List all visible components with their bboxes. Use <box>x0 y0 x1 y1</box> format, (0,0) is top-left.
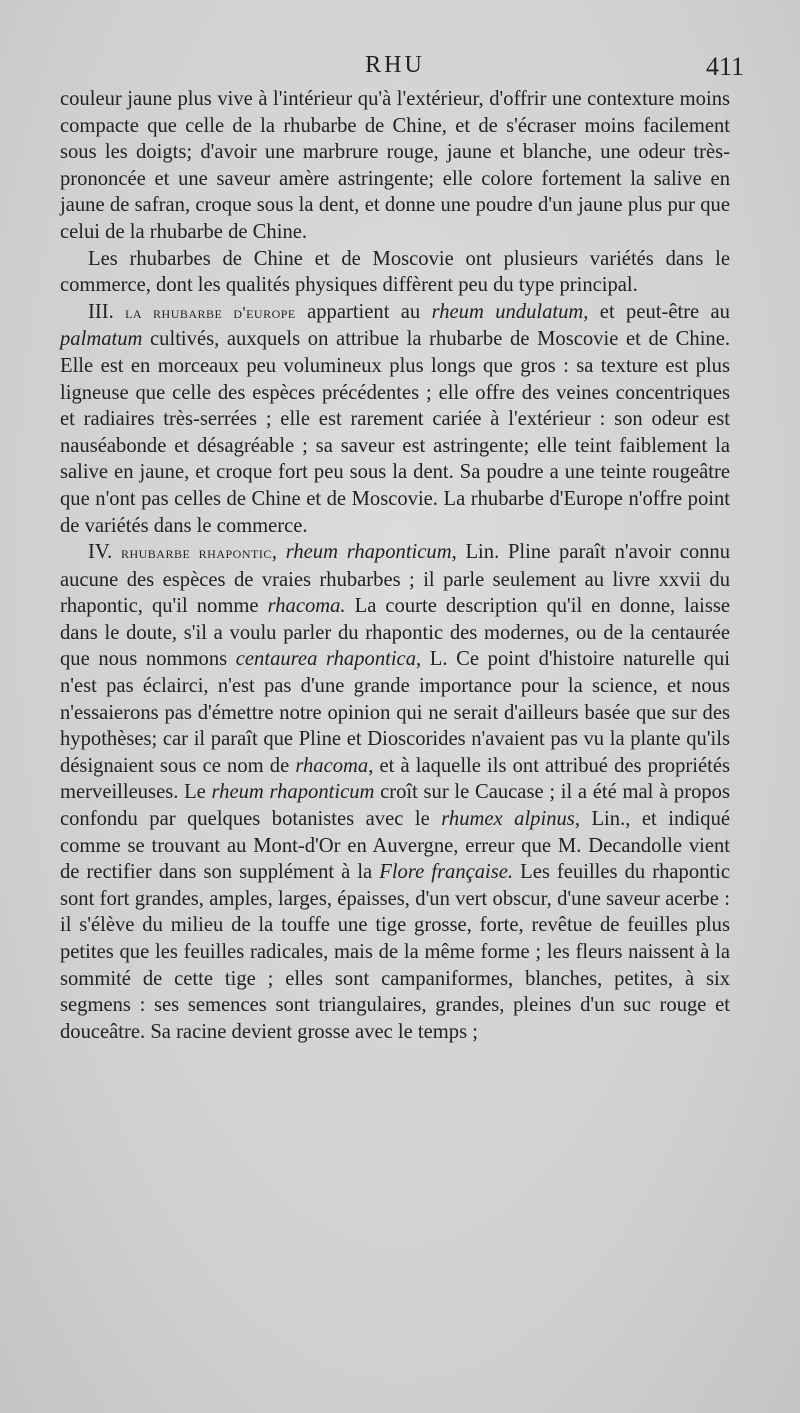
species-name: rhacoma. <box>267 595 346 618</box>
para3-text-3: cultivés, auxquels on attribue la rhubarbe de Moscovie et de Chine. Elle est en morceaux peu volumineux plus longs que gros : sa texture est plus ligneuse que celle des espèces précédentes ; elle offre des veines concentriques et radiaires très-serrées ; elle est rarement cariée à l'extérieur : son odeur est nauséabonde et désagréable ; sa saveur est astringente; elle teint faiblement la salive en jaune, et croque fort peu sous la dent. Sa poudre a une teinte rougeâtre que n'ont pas celles de Chine et de Moscovie. La rhubarbe d'Europe n'offre point de variétés dans le commerce. <box>60 328 730 537</box>
section-heading-4: rhubarbe rhapontic <box>120 543 272 563</box>
running-head: RHU <box>365 52 425 78</box>
species-name: rhacoma <box>295 754 369 777</box>
para4-text-3: La courte description qu'il en donne, laisse dans le doute, s'il a voulu parler du rhapontic des modernes, ou de la centaurée que nous nommons <box>60 595 730 671</box>
section-number-3: III. <box>88 300 114 323</box>
paragraph-4 <box>60 539 730 1045</box>
para4-text-2: , Lin. Pline paraît n'avoir connu aucune des espèces de vraies rhubarbes ; il parle seulement au livre xxvii du rhapontic, qu'il nomme <box>60 541 731 618</box>
species-name: rheum rhaponticum <box>211 781 375 804</box>
para4-text-4: , L. Ce point d'histoire naturelle qui n'est pas éclairci, n'est pas d'une grande importance pour la science, et nous n'essaierons pas d'émettre notre opinion qui ne serait d'ailleurs basée que sur des hypothèses; car il paraît que Pline et Dioscorides n'avaient pas vu la plante qu'ils désignaient sous ce nom de <box>60 648 730 777</box>
para4-text-7: , Lin., et indiqué comme se trouvant au Mont-d'Or en Auvergne, erreur que M. Decandolle vient de rectifier dans son supplément à la <box>60 808 731 884</box>
para1-text: couleur jaune plus vive à l'intérieur qu'à l'extérieur, d'offrir une contexture moins compacte que celle de la rhubarbe de Chine, et de s'écraser moins facilement sous les doigts; d'avoir une marbrure rouge, jaune et blanche, une odeur très-prononcée et une saveur amère astringente; elle colore fortement la salive en jaune de safran, croque sous la dent, et donne une poudre d'un jaune plus pur que celui de la rhubarbe de Chine. <box>60 88 730 243</box>
species-name: rheum undulatum <box>431 300 584 323</box>
para4-text-5: , et à laquelle ils ont attribué des propriétés merveilleuses. Le <box>60 754 730 804</box>
paragraph-1 <box>60 86 730 246</box>
para3-text-2: , et peut-être au <box>583 300 730 323</box>
book-title: Flore française. <box>379 861 514 884</box>
paragraph-3 <box>60 299 730 539</box>
para4-text-8: Les feuilles du rhapontic sont fort grandes, amples, larges, épaisses, d'un vert obscur, d'une saveur acerbe : il s'élève du milieu de la touffe une tige grosse, forte, revêtue de feuilles plus petites que les feuilles radicales, mais de la même forme ; les fleurs naissent à la sommité de cette tige ; elles sont campaniformes, blanches, petites, à six segmens : ses semences sont triangulaires, grandes, pleines d'un suc rouge et douceâtre. Sa racine devient grosse avec le temps ; <box>60 861 730 1043</box>
para3-text-1: appartient au <box>295 300 432 323</box>
para4-text-1: , <box>271 541 286 564</box>
species-name: rheum rhaponticum <box>285 541 452 564</box>
page-number: 411 <box>705 52 744 81</box>
section-number-4: IV. <box>88 541 113 564</box>
paragraph-2 <box>60 246 730 299</box>
species-name: palmatum <box>60 328 143 351</box>
species-name: centaurea rhapontica <box>235 648 416 671</box>
section-heading-3: la rhubarbe d'europe <box>125 302 296 322</box>
para2-text: Les rhubarbes de Chine et de Moscovie ont plusieurs variétés dans le commerce, dont les qualités physiques diffèrent peu du type principal. <box>60 247 730 297</box>
para4-text-6: croît sur le Caucase ; il a été mal à propos confondu par quelques botanistes avec le <box>60 781 730 831</box>
species-name: rhumex alpinus <box>441 808 575 831</box>
body-text <box>60 86 730 1045</box>
